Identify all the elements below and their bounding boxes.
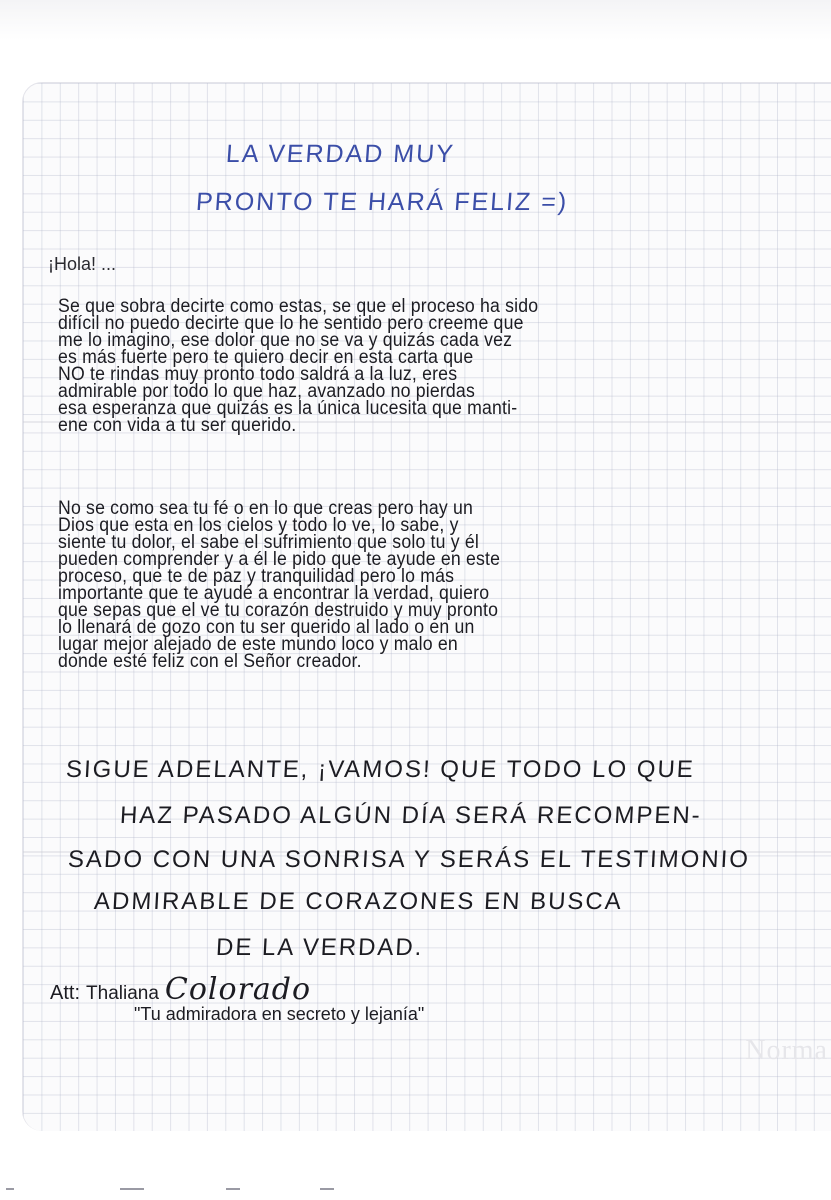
paragraph-line: Se que sobra decirte como estas, se que el proceso ha sido (58, 296, 539, 317)
paragraph-line: Dios que esta en los cielos y todo lo ve, lo sabe, y (58, 515, 459, 536)
paragraph-line: me lo imagino, ese dolor que no se va y quizás cada vez (58, 330, 513, 351)
paragraph-line: admirable por todo lo que haz, avanzado no pierdas (58, 381, 475, 402)
letter-paragraph-1 (58, 298, 538, 434)
closing-caps-line: SIGUE ADELANTE, ¡VAMOS! QUE TODO LO QUE (65, 756, 696, 783)
signature-tagline: "Tu admiradora en secreto y lejanía" (134, 1004, 425, 1024)
signature-last-name: Colorado (164, 972, 312, 1007)
page-bottom-edge (0, 1188, 831, 1190)
signature-prefix: Att: (50, 982, 81, 1004)
signature-line (50, 972, 311, 1007)
paragraph-line: ene con vida a tu ser querido. (58, 415, 297, 436)
letter-title-line-2: PRONTO TE HARÁ FELIZ =) (195, 188, 570, 216)
paragraph-line: No se como sea tu fé o en lo que creas pero hay un (58, 498, 473, 519)
paragraph-line: donde esté feliz con el Señor creador. (58, 651, 362, 672)
paragraph-line: es más fuerte pero te quiero decir en esta carta que (58, 347, 474, 368)
closing-caps-line: HAZ PASADO ALGÚN DÍA SERÁ RECOMPEN- (119, 802, 703, 829)
paragraph-line: proceso, que te de paz y tranquilidad pero lo más (58, 566, 455, 587)
closing-caps-line: ADMIRABLE DE CORAZONES EN BUSCA (93, 888, 624, 915)
paragraph-line: lo llenará de gozo con tu ser querido al lado o en un (58, 617, 475, 638)
closing-caps-line: DE LA VERDAD. (215, 934, 425, 961)
paragraph-line: que sepas que el ve tu corazón destruido y muy pronto (58, 600, 499, 621)
paragraph-line: lugar mejor alejado de este mundo loco y malo en (58, 634, 458, 655)
signature-first-name: Thaliana (86, 983, 159, 1004)
paragraph-line: importante que te ayudé a encontrar la verdad, quiero (58, 583, 490, 604)
paragraph-line: pueden comprender y a él le pido que te ayude en este (58, 549, 501, 570)
paragraph-line: NO te rindas muy pronto todo saldrá a la luz, eres (58, 364, 458, 385)
paragraph-line: esa esperanza que quizás es la única lucesita que manti- (58, 398, 518, 419)
paragraph-line: difícil no puedo decirte que lo he sentido pero creeme que (58, 313, 524, 334)
letter-paragraph-2 (58, 500, 500, 670)
paragraph-line: siente tu dolor, el sabe el sufrimiento que solo tu y él (58, 532, 479, 553)
notebook-brand-watermark: Norma (745, 1035, 828, 1066)
letter-greeting: ¡Hola! ... (48, 254, 117, 274)
closing-caps-line: SADO CON UNA SONRISA Y SERÁS EL TESTIMONIO (67, 846, 751, 873)
page-top-edge (0, 0, 831, 40)
letter-title-line-1: LA VERDAD MUY (225, 140, 456, 168)
